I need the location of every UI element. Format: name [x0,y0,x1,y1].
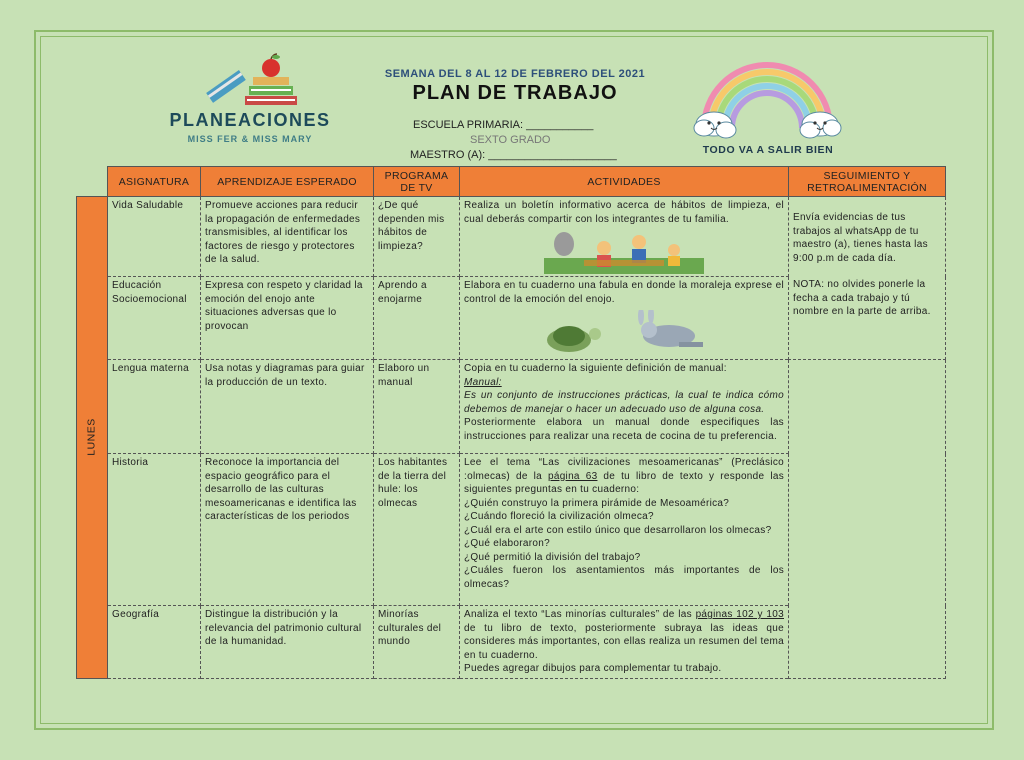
document-header [360,68,670,105]
activity-text-start: Analiza el texto “Las minorías culturales” de las [464,609,696,620]
subject-cell: Lengua materna [108,360,201,454]
question-item: ¿Qué elaboraron? [464,538,550,549]
tv-cell: Los habitantes de la tierra del hule: los olmecas [374,454,460,606]
page-reference: páginas 102 y 103 [695,609,784,620]
learning-cell: Reconoce la importancia del espacio geográfico para el desarrollo de las culturas mesoamericanas e identifica las características de los periodos [201,454,374,606]
question-item: ¿Quién construyo la primera pirámide de Mesoamérica? [464,497,730,509]
question-item: ¿Cuál era el arte con estilo único que desarrollaron los olmecas? [464,524,772,536]
activity-text: Elabora en tu cuaderno una fabula en donde la moraleja exprese el control de la emoción del enojo. [464,280,784,305]
activity-text-end: de tu libro de texto y responde las siguientes preguntas en tu cuaderno: [464,470,785,495]
activity-term: Manual: [464,376,502,388]
activity-cell [460,454,789,606]
activity-intro: Copia en tu cuaderno la siguiente definición de manual: [464,363,727,374]
header-followup: SEGUIMIENTO Y RETROALIMENTACIÓN [789,167,946,197]
page-reference: página 63 [547,470,598,482]
activity-cell [460,277,789,360]
day-label [77,197,108,679]
kids-cleaning-illustration [544,230,704,274]
tv-cell: Elaboro un manual [374,360,460,454]
books-apple-icon [203,52,303,110]
tv-cell: ¿De qué dependen mis hábitos de limpieza? [374,197,460,277]
learning-cell: Promueve acciones para reducir la propagación de enfermedades transmisibles, al identificar los factores de riesgo y protectores de la salud. [201,197,374,277]
table-row [77,360,946,454]
activity-extra: Puedes agregar dibujos para complementar tu trabajo. [464,663,722,674]
learning-cell: Usa notas y diagramas para guiar la producción de un texto. [201,360,374,454]
work-plan-table [76,166,946,679]
logo-subtitle: MISS FER & MISS MARY [187,134,313,144]
activity-definition: Es un conjunto de instrucciones prácticas, la cual te indica cómo debemos de manejar o hacer un adecuado uso de alguna cosa. [464,390,784,415]
table-header-row [77,167,946,197]
question-item: ¿Cuáles fueron los asentamientos más importantes de los olmecas? [464,565,784,590]
followup-instructions: Envía evidencias de tus trabajos al whatsApp de tu maestro (a), tienes hasta las 9:00 p.m de cada día. [793,212,928,264]
rainbow-clouds-icon [692,58,842,144]
grade-label: SEXTO GRADO [470,134,551,146]
tv-cell: Minorías culturales del mundo [374,606,460,679]
activity-text-start: Lee el tema “Las civilizaciones mesoamericanas” (Preclásico :olmecas) de la [464,457,784,482]
subject-cell: Educación Socioemocional [108,277,201,360]
header-spacer [77,167,108,197]
logo-title: PLANEACIONES [169,110,331,130]
activity-cell [460,360,789,454]
activity-text [464,456,784,497]
planeaciones-logo [165,52,345,152]
header-subject: ASIGNATURA [108,167,201,197]
header-tv: PROGRAMA DE TV [374,167,460,197]
learning-cell: Distingue la distribución y la relevancia del patrimonio cultural de la humanidad. [201,606,374,679]
question-item: ¿Cuándo floreció la civilización olmeca? [464,511,654,522]
subject-cell: Historia [108,454,201,606]
activity-cell [460,606,789,679]
week-range: SEMANA DEL 8 AL 12 DE FEBRERO DEL 2021 [384,68,646,80]
turtle-rabbit-illustration [529,310,719,354]
page-title: PLAN DE TRABAJO [412,82,618,104]
teacher-field: MAESTRO (A): _____________________ [410,149,617,161]
day-text: LUNES [85,418,98,457]
activity-cell [460,197,789,277]
activity-text: Posteriormente elabora un manual donde especifiques las instrucciones para realizar una receta de cocina de tu preferencia. [464,417,784,442]
activity-text: Realiza un boletín informativo acerca de hábitos de limpieza, el cual deberás compartir con los integrantes de tu familia. [464,200,784,225]
followup-empty-cell [789,360,946,679]
activity-text-end: de tu libro de texto, posteriormente subraya las ideas que consideres más importantes, con ellas realiza un resumen del tema en tu cuaderno. [464,622,784,661]
tv-cell: Aprendo a enojarme [374,277,460,360]
school-field: ESCUELA PRIMARIA: ___________ [413,119,594,131]
table-row [77,197,946,277]
followup-cell [789,197,946,360]
subject-cell: Vida Saludable [108,197,201,277]
learning-cell: Expresa con respeto y claridad la emoción del enojo ante situaciones adversas que lo provocan [201,277,374,360]
motto-text: TODO VA A SALIR BIEN [702,144,834,156]
header-activities: ACTIVIDADES [460,167,789,197]
activity-text [464,608,784,662]
followup-note: NOTA: no olvides ponerle la fecha a cada trabajo y tú nombre en la parte de arriba. [793,279,931,317]
subject-cell: Geografía [108,606,201,679]
header-learning: APRENDIZAJE ESPERADO [201,167,374,197]
question-item: ¿Qué permitió la división del trabajo? [464,551,641,563]
